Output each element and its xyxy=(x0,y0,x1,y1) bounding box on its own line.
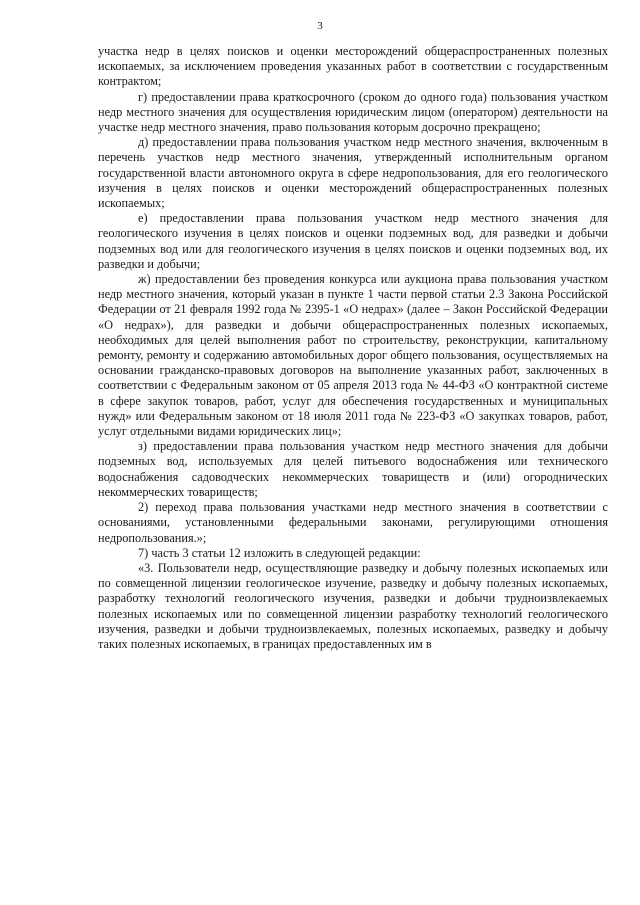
paragraph-continuation: участка недр в целях поисков и оценки месторождений общераспространенных полезных ископаемых, за исключением проведения указанных работ в соответствии с государственным контрактом; xyxy=(98,44,608,89)
paragraph-item-d: д) предоставлении права пользования участком недр местного значения, включенным в перечень участков недр местного значения, утвержденный исполнительным органом государственной власти автономного округа в сфере недропользования, для его геологического изучения в целях поисков и оценки месторождений общераспространенных полезных ископаемых; xyxy=(98,135,608,211)
paragraph-item-7: 7) часть 3 статьи 12 изложить в следующей редакции: xyxy=(138,545,421,560)
document-body xyxy=(98,44,608,652)
paragraph-item-zh: ж) предоставлении без проведения конкурса или аукциона права пользования участком недр местного значения, который указан в пункте 1 части первой статьи 2.3 Закона Российской Федерации от 21 февраля 1992 года № 2395-1 «О недрах» (далее – Закон Российской Федерации «О недрах»), для разведки и добычи общераспространенных полезных ископаемых, необходимых для целей выполнения работ по строительству, реконструкции, капитальному ремонту, ремонту и содержанию автомобильных дорог общего пользования, осуществляемых на основании гражданско-правовых договоров на выполнение указанных работ, заключенных в соответствии с Федеральным законом от 05 апреля 2013 года № 44-ФЗ «О контрактной системе в сфере закупок товаров, работ, услуг для обеспечения государственных и муниципальных нужд» или Федеральным законом от 18 июля 2011 года № 223-ФЗ «О закупках товаров, работ, услуг отдельными видами юридических лиц»; xyxy=(98,272,608,439)
paragraph-item-g: г) предоставлении права краткосрочного (сроком до одного года) пользования участком недр местного значения для осуществления юридическим лицом (оператором) деятельности на участке недр местного значения, право пользования которым досрочно прекращено; xyxy=(98,89,608,135)
paragraph-item-z: з) предоставлении права пользования участком недр местного значения для добычи подземных вод, используемых для целей питьевого водоснабжения или технического водоснабжения садоводческих некоммерческих товариществ и (или) огороднических некоммерческих товариществ; xyxy=(98,439,608,499)
paragraph-item-2: 2) переход права пользования участками недр местного значения в соответствии с основаниями, установленными федеральными законами, регулирующими отношения недропользования.»; xyxy=(98,500,608,545)
page-number: 3 xyxy=(317,20,323,32)
paragraph-item-e: е) предоставлении права пользования участком недр местного значения для геологического изучения в целях поисков и оценки подземных вод, для разведки и добычи подземных вод или для геологического изучения в целях поисков и оценки подземных вод, их разведки и добычи; xyxy=(98,211,608,271)
paragraph-quoted-part-3: «3. Пользователи недр, осуществляющие разведку и добычу полезных ископаемых или по совмещенной лицензии геологическое изучение, разведку и добычу полезных ископаемых, разработку технологий геологического изучения, разведки и добычи трудноизвлекаемых полезных ископаемых или по совмещенной лицензии разработку технологий геологического изучения, разведки и добычи трудноизвлекаемых, полезных ископаемых, разведку и добычу таких полезных ископаемых, в границах предоставленных им в xyxy=(98,560,608,651)
